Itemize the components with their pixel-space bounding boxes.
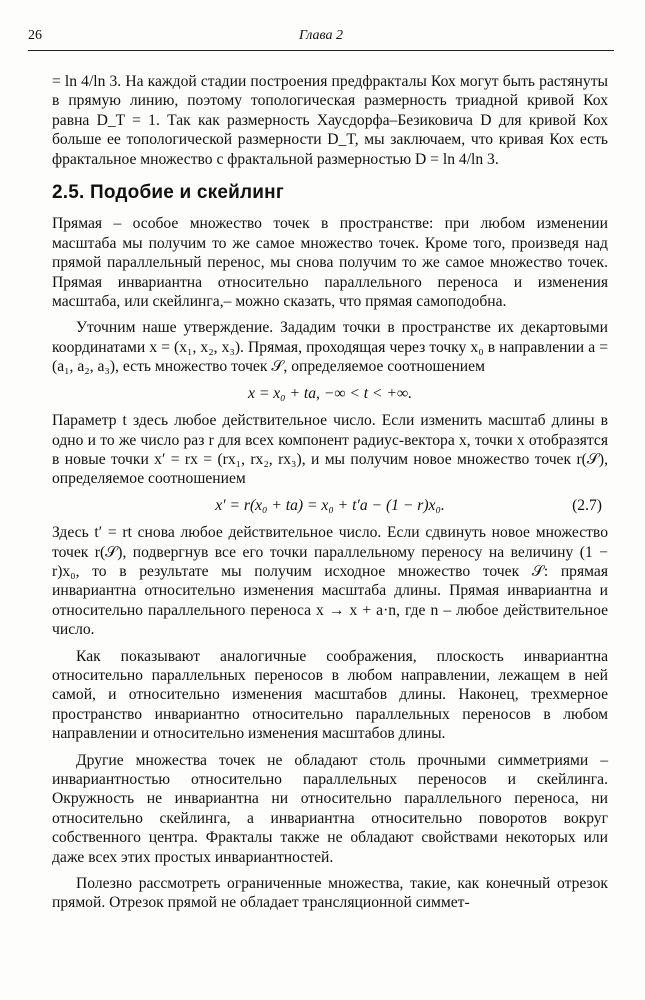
section-title: 2.5. Подобие и скейлинг [52, 182, 284, 204]
formula-2-7 [52, 496, 608, 515]
paragraph-1: Прямая – особое множество точек в пространстве: при любом изменении масштаба мы получим то же самое множество точек. Кроме того, произведя над прямой параллельный перенос, мы снова получим то же самое множество точек. Прямая инвариантна относительно параллельного переноса и изменения масштаба, или скейлинга,– можно сказать, что прямая самоподобна. [52, 215, 608, 311]
paragraph-2: Уточним наше утверждение. Зададим точки в пространстве их декартовыми координатами x = (x₁, x₂, x₃). Прямая, проходящая через точку x₀ в направлении a = (a₁, a₂, a₃), есть множество точек 𝒮, определяемое соотношением [52, 319, 608, 376]
paragraph-continuation: = ln 4/ln 3. На каждой стадии построения предфракталы Кох могут быть растянуты в прямую линию, поэтому топологическая размерность триадной кривой Кох равна D_T = 1. Так как размерность Хаусдорфа–Безиковича D для кривой Кох больше ее топологической размерности D_T, мы заключаем, что кривая Кох есть фрактальное множество с фрактальной размерностью D = ln 4/ln 3. [52, 73, 608, 168]
page-number: 26 [28, 28, 42, 43]
formula-line: x = x₀ + ta, −∞ < t < +∞. [248, 384, 412, 402]
formula-2-7-body: x′ = r(x₀ + ta) = x₀ + t′a − (1 − r)x₀. [215, 496, 445, 514]
page-content [52, 72, 608, 920]
page-header [28, 28, 614, 48]
paragraph-6: Другие множества точек не обладают столь прочными симметриями – инвариантностью относительно параллельных переносов и скейлинга. Окружность не инвариантна ни относительно параллельного переноса, ни относительно скейлинга, а инвариантна относительно поворотов вокруг собственного центра. Фракталы также не обладают свойствами некоторых или даже всех этих простых инвариантностей. [52, 751, 608, 866]
paragraph-4: Здесь t′ = rt снова любое действительное число. Если сдвинуть новое множество точек r(𝒮), подвергнув все его точки параллельному переносу на величину (1 − r)x₀, то в результате мы получим исходное множество точек 𝒮: прямая инвариантна относительно изменения масштаба длины. Прямая инвариантна и относительно параллельного переноса x → x + a·n, где n – любое действительное число. [52, 524, 608, 639]
paragraph-7: Полезно рассмотреть ограниченные множества, такие, как конечный отрезок прямой. Отрезок прямой не обладает трансляционной симмет- [52, 875, 608, 912]
running-head: Глава 2 [299, 28, 343, 43]
header-rule [28, 50, 614, 51]
equation-number: (2.7) [572, 496, 602, 514]
paragraph-3: Параметр t здесь любое действительное число. Если изменить масштаб длины в одно и то же число раз r для всех компонент радиус-вектора x, точки x отобразятся в новые точки x′ = rx = (rx₁, rx₂, rx₃), и мы получим новое множество точек r(𝒮), определяемое соотношением [52, 412, 608, 488]
paragraph-5: Как показывают аналогичные соображения, плоскость инвариантна относительно параллельных переносов в любом направлении, лежащем в ней самой, и относительно изменения масштабов длины. Наконец, трехмерное пространство инвариантно относительно параллельных переносов в любом направлении и относительно изменения масштабов длины. [52, 647, 608, 743]
